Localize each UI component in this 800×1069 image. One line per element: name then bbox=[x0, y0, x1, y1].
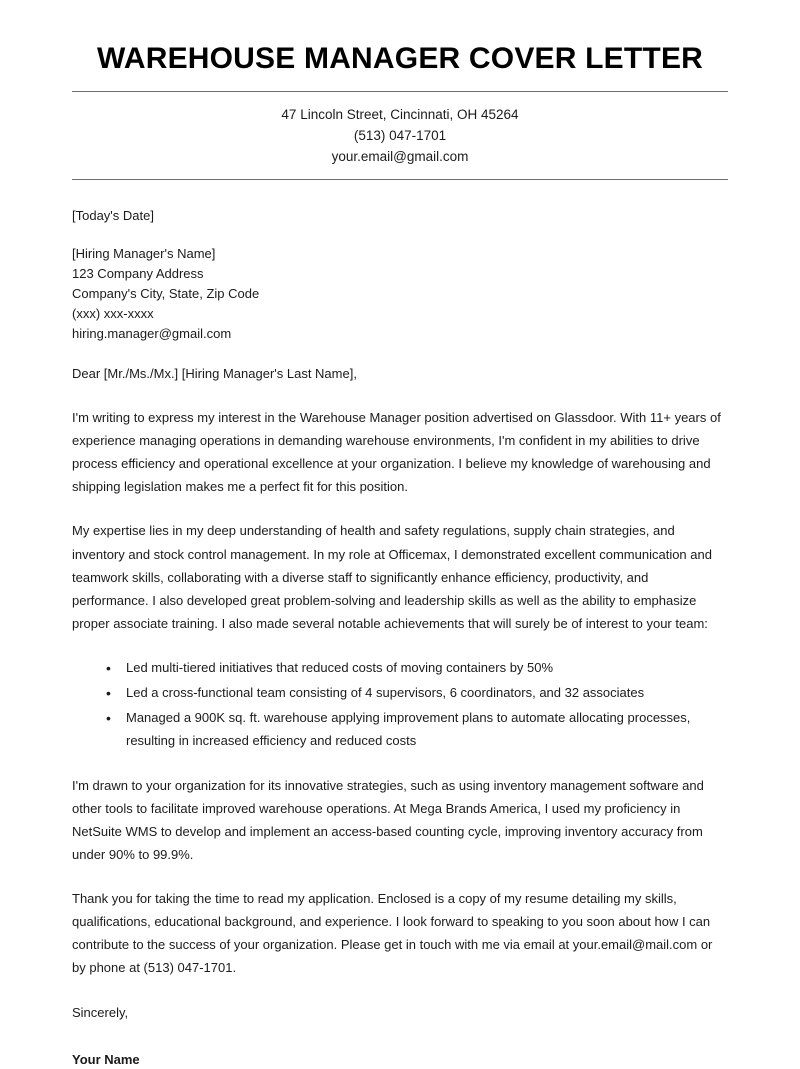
achievements-list bbox=[72, 656, 728, 753]
closing-line: Sincerely, bbox=[72, 1004, 129, 1020]
body-paragraph-4: Thank you for taking the time to read my application. Enclosed is a copy of my resume detailing my skills, qualifications, educational background, and experience. I look forward to speaking to you soon about how I can contribute to the success of your organization. Please get in touch with me via email at your.email@mail.com or by phone at (513) 047-1701. bbox=[72, 891, 713, 976]
contact-phone: (513) 047-1701 bbox=[353, 127, 447, 143]
cover-letter bbox=[32, 42, 768, 1069]
recipient-block bbox=[72, 244, 728, 345]
list-item: • Led a cross-functional team consisting of 4 supervisors, 6 coordinators, and 32 associates bbox=[126, 681, 728, 704]
salutation: Dear [Mr./Ms./Mx.] [Hiring Manager's Last Name], bbox=[72, 366, 357, 382]
recipient-phone: (xxx) xxx-xxxx bbox=[72, 305, 154, 321]
recipient-email: hiring.manager@gmail.com bbox=[72, 326, 232, 342]
contact-block bbox=[72, 92, 728, 179]
recipient-address: 123 Company Address bbox=[72, 265, 204, 281]
body-paragraph-2: My expertise lies in my deep understanding of health and safety regulations, supply chain strategies, and inventory and stock control management. In my role at Officemax, I demonstrated excellent communication and teamwork skills, collaborating with a diverse staff to significantly enhance efficiency, productivity, and performance. I also developed great problem-solving and leadership skills as well as the ability to emphasize proper associate training. I also made several notable achievements that will surely be of interest to your team: bbox=[72, 523, 712, 631]
body-paragraph-1: I'm writing to express my interest in the Warehouse Manager position advertised on Glassdoor. With 11+ years of experience managing operations in demanding warehouse environments, I'm confident in my abilities to drive process efficiency and operational excellence at your organization. I believe my knowledge of warehousing and shipping legislation makes me a perfect fit for this position. bbox=[72, 409, 721, 495]
letter-date: [Today's Date] bbox=[72, 207, 154, 223]
letter-body bbox=[72, 180, 728, 1069]
body-paragraph-3: I'm drawn to your organization for its innovative strategies, such as using inventory management software and other tools to facilitate improved warehouse operations. At Mega Brands America, I used my proficiency in NetSuite WMS to develop and implement an access-based counting cycle, improving inventory accuracy from under 90% to 99.9%. bbox=[72, 777, 704, 862]
page-title: WAREHOUSE MANAGER COVER LETTER bbox=[96, 42, 704, 75]
signature-name: Your Name bbox=[72, 1051, 140, 1067]
list-item: • Managed a 900K sq. ft. warehouse applying improvement plans to automate allocating processes, resulting in increased efficiency and reduced costs bbox=[126, 706, 728, 752]
contact-address: 47 Lincoln Street, Cincinnati, OH 45264 bbox=[281, 107, 519, 122]
recipient-name: [Hiring Manager's Name] bbox=[72, 245, 216, 261]
contact-email: your.email@gmail.com bbox=[331, 148, 469, 164]
recipient-city-state-zip: Company's City, State, Zip Code bbox=[72, 285, 260, 301]
list-item: • Led multi-tiered initiatives that reduced costs of moving containers by 50% bbox=[126, 656, 728, 679]
